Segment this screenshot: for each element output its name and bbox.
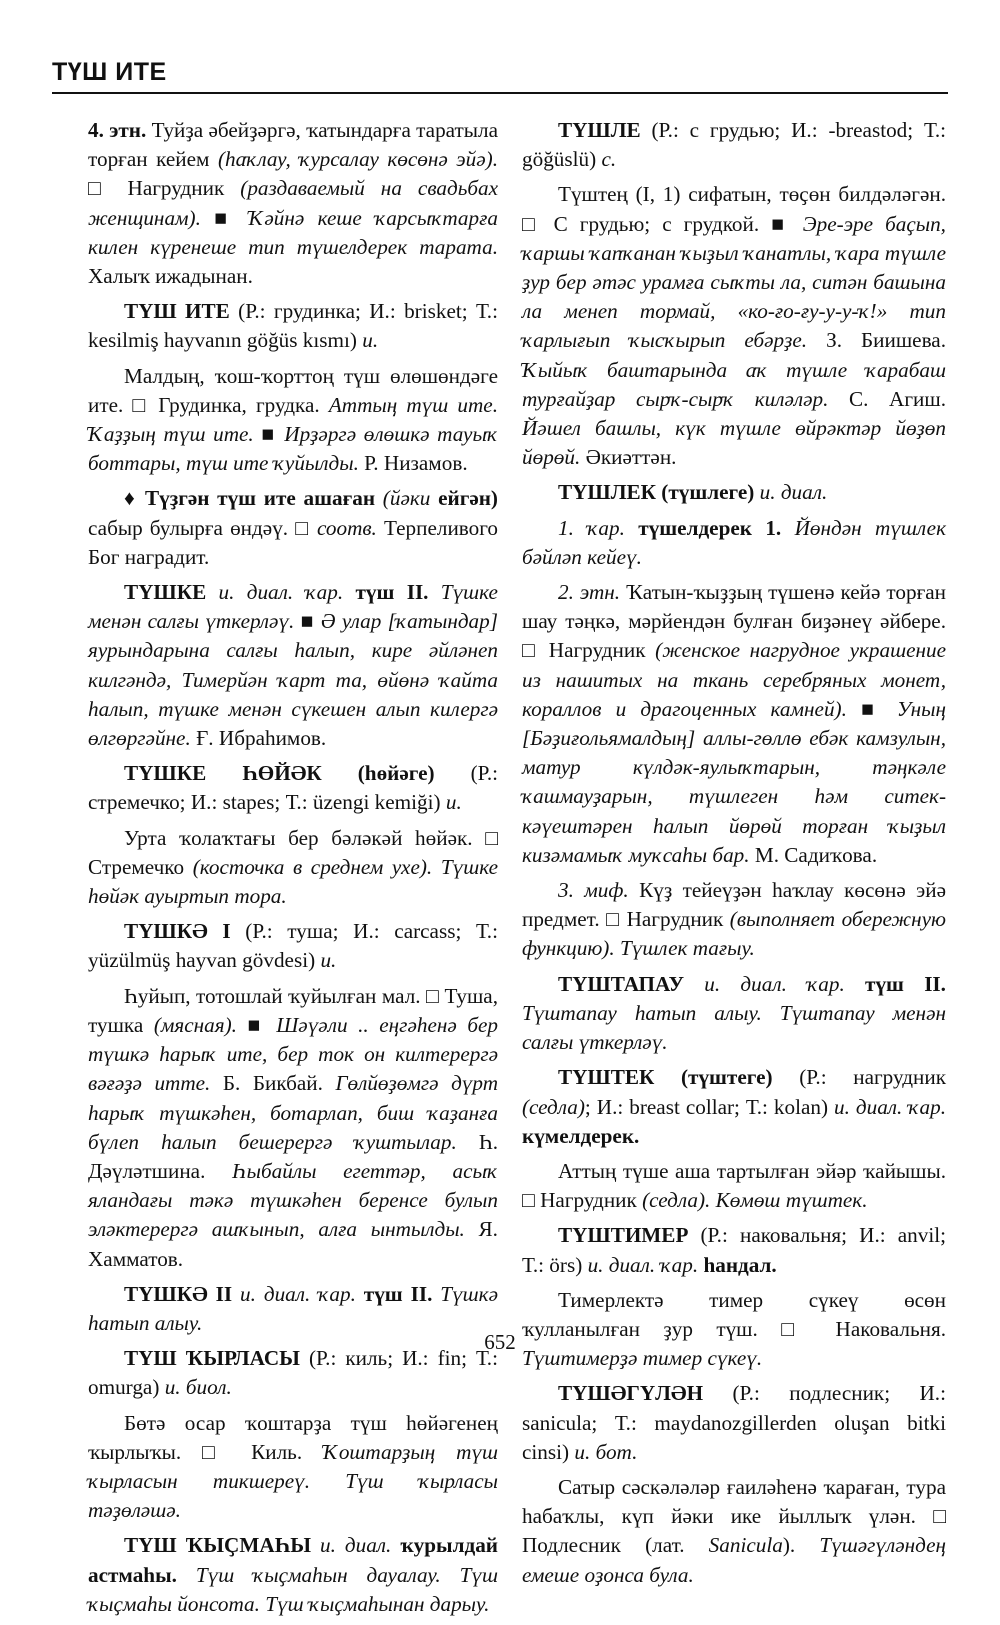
entry-tushke-1: ТҮШКӘ I (Р.: туша; И.: carcass; Т.: yüzülmüş hayvan gövdesi) и. [88, 919, 498, 973]
running-header [52, 58, 948, 94]
headword: ТҮШТЕК (түштеге) [558, 1065, 773, 1090]
headword: ТҮШТИМЕР [558, 1223, 689, 1248]
headword: ТҮШӘГҮЛӘН [558, 1381, 704, 1406]
headword: ТҮШ ҠЫҪМАҺЫ [124, 1533, 312, 1558]
headword: ТҮШКӘ II [124, 1281, 233, 1306]
headword: ТҮШКЕ ҺӨЙӘК (һөйәге) [124, 761, 435, 786]
idiom: ♦ Түҙгән түш ите ашаған (йәки ейгән) сабыр булырға өндәү. □ соотв. Терпеливого Бог наградит. [88, 486, 498, 569]
entry-body: Сатыр сәскәләләр ғаиләһенә ҡараған, тура һабаҡлы, күп йәки ике йыллыҡ үлән. □ Подлесник (лат. Sanicula). Түшәгүләндең емеше оҙонса була. [522, 1474, 947, 1587]
entry-tushle: ТҮШЛЕ (Р.: с грудью; И.: -breastod; Т.: göğüslü) с. [522, 118, 946, 172]
headword: ТҮШТАПАУ [558, 971, 685, 996]
entry-tush-kyrlasy: ТҮШ ҠЫРЛАСЫ (Р.: киль; И.: fin; Т.: omurga) и. биол. [88, 1346, 498, 1400]
entry-tush-ite: ТҮШ ИТЕ (Р.: грудинка; И.: brisket; Т.: kesilmiş hayvanın göğüs kısmı) и. [88, 299, 498, 353]
entry-body: Аттың түше аша тартылған эйәр ҡайышы. □ Нагрудник (седла). Көмөш түштек. [522, 1158, 946, 1213]
sense-number: 4. этн. [88, 118, 147, 142]
headword: ТҮШКӘ I [124, 919, 231, 944]
sense-1: 1. ҡар. түшелдерек 1. Йөндән түшлек бәйләп кейеү. [522, 515, 946, 569]
entry-tushtimer: ТҮШТИМЕР (Р.: наковальня; И.: anvil; Т.: örs) и. диал. ҡар. һандал. [522, 1223, 946, 1277]
entry-tushke-hoyak: ТҮШКЕ ҺӨЙӘК (һөйәге) (Р.: стремечко; И.: stapes; Т.: üzengi kemiği) и. [88, 761, 498, 815]
entry-tushke-2: ТҮШКӘ II и. диал. ҡар. түш II. Түшкә һатып алыу. [88, 1281, 498, 1335]
entry-body: Тимерлектә тимер сүкеү өсөн ҡулланылған ҙур түш. □ Наковальня. Түштимерҙә тимер сүкеү. [522, 1287, 946, 1371]
entry-tushke: ТҮШКЕ и. диал. ҡар. түш II. Түшке менән салғы үткерләү. ■ Ә улар [ҡатындар] яурындарына салғы һалып, кире әйләнеп килгәндә, Тимерйән ҡарт та, өйөнә ҡайта һалып, түшке менән сүкешен алып килергә өлгөргәйне. Ғ. Ибраһимов. [88, 580, 498, 751]
headword: ТҮШ ҠЫРЛАСЫ [124, 1346, 300, 1371]
sense-2: 2. этн. Ҡатын-ҡыҙҙың түшенә кейә торған шау тәңкә, мәрйендән булған биҙәнеү әйбере. □ Нагрудник (женское нагрудное украшение из нашитых на ткань серебряных монет, кораллов и драгоценных камней). ■ Уның [Бәҙиғольямалдың] аллы-гөллө ебәк камзулын, матур күлдәк-яулыҡтарын, тәңкәле ҡашмауҙарын, түшлеген һәм ситек-кәүештәрен һалып йөрөй торған ҡыҙыл кизәмамыҡ муҡсаһы бар. М. Садиҡова. [522, 580, 947, 867]
headword: ТҮШКЕ [124, 580, 207, 605]
entry-tushlek: ТҮШЛЕК (түшлеге) и. диал. [558, 480, 828, 505]
headword: ТҮШ ИТЕ [124, 299, 230, 324]
entry-tush-kysmahy: ТҮШ ҠЫҪМАҺЫ и. диал. ҡурылдай астмаһы. Түш ҡыҫмаһын дауалау. Түш ҡыҫмаһы йонсота. Түш ҡыҫмаһынан дарыу. [88, 1533, 498, 1616]
entry-tushtapau: ТҮШТАПАУ и. диал. ҡар. түш II. Түштапау һатып алыу. Түштапау менән салғы үткерләү. [522, 971, 946, 1055]
sense-4-paragraph: 4. этн. Туйҙа әбейҙәргә, ҡатындарға таратыла торған кейем (һаҡлау, ҡурсалау көсөнә эйә). □ Нагрудник (раздаваемый на свадьбах женщинам). ■ Ҡәйнә кеше ҡарсыҡтарға килен күренеше тип түшелдерек тарата. Халыҡ ижадынан. [88, 118, 498, 289]
entry-body: Малдың, ҡош-ҡорттоң түш өлөшөндәге ите. □ Грудинка, грудка. Аттың түш ите. Ҡаҙҙың түш ите. ■ Ирҙәргә өлөшкә тауыҡ боттары, түш ите ҡуйылды. Р. Низамов. [88, 363, 498, 476]
entry-tushegulen: ТҮШӘГҮЛӘН (Р.: подлесник; И.: sanicula; Т.: maydanozgillerden oluşan bitki cinsi) и. бот. [522, 1381, 946, 1464]
entry-body: Урта ҡолаҡтағы бер бәләкәй һөйәк. □ Стремечко (косточка в среднем ухе). Түшке һөйәк ауыртып тора. [88, 825, 498, 909]
sense-3: 3. миф. Күҙ тейеүҙән һаҡлау көсөнә эйә предмет. □ Нагрудник (выполняет обережную функцию). Түшлек тағыу. [522, 878, 946, 961]
page-number: 652 [484, 1330, 516, 1354]
headword: ТҮШЛЕ [558, 118, 641, 142]
headword: ТҮШЛЕК (түшлеге) [558, 480, 755, 505]
entry-body: Түштең (I, 1) сифатын, төҫөн билдәләгән. □ С грудью; с грудкой. ■ Эре-эре баҫып, ҡаршы ҡапҡанан ҡыҙыл ҡанатлы, ҡара түшле ҙур бер әтәс урамға сыҡты ла, ситән башына ла менеп тормай, «ко-ғо-ғу-у-у-ҡ!» тип ҡарлығып ҡысҡырып ебәрҙе. З. Биишева. Ҡыйыҡ баштарында аҡ түшле ҡарабаш турғайҙар сырҡ-сырҡ киләләр. С. Агиш. Йәшел башлы, күк түшле өйрәктәр йөҙөп йөрөй. Әкиәттән. [522, 182, 946, 470]
right-column [522, 116, 946, 1596]
entry-body: Бөтә осар ҡоштарҙа түш һөйәгенең ҡырлыҡы. □ Киль. Ҡоштарҙың түш ҡырласын тикшереү. Түш ҡырласы тәҙөләшә. [88, 1410, 498, 1523]
header-title: ТҮШ ИТЕ [52, 58, 167, 86]
entry-body: Һуйып, тотошлай ҡуйылған мал. □ Туша, тушка (мясная). ■ Шәүәли .. еңгәһенә бер түшкә һарыҡ ите, бер ток он килтерергә вәғәҙә итте. Б. Бикбай. Гөлйөҙөмгә дүрт һарыҡ түшкәһен, ботарлап, биш ҡаҙанға бүлеп һалып бешерергә ҡуштылар. Һ. Дәүләтшина. Һыбайлы егеттәр, асыҡ яландағы тәкә түшкәһен беренсе булып эләктерергә ашҡынып, алға ынтылды. Я. Хамматов. [88, 983, 498, 1271]
left-column [88, 116, 498, 1625]
entry-tushtek: ТҮШТЕК (түштеге) (Р.: нагрудник (седла); И.: breast collar; Т.: kolan) и. диал. ҡар. күмелдерек. [522, 1065, 946, 1148]
